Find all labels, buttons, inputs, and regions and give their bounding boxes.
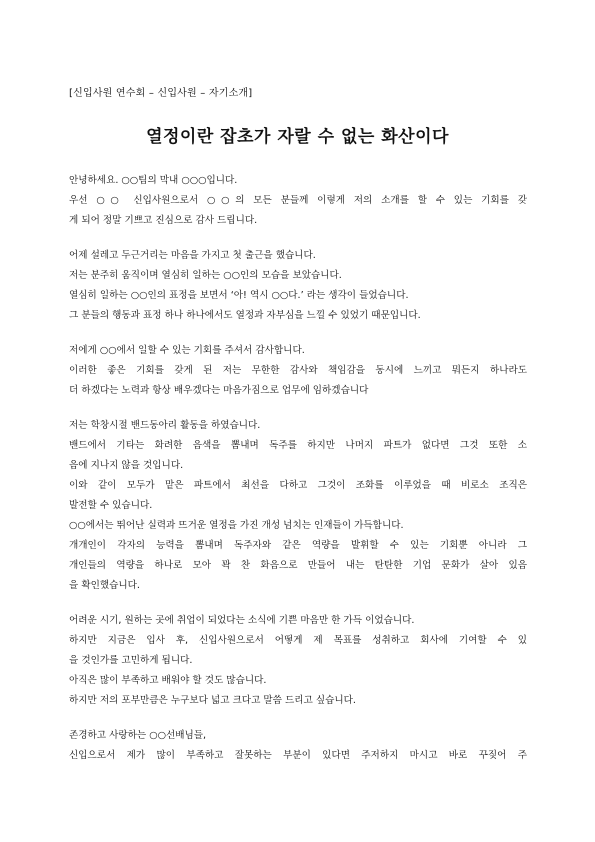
text-line: 아직은 많이 부족하고 배워야 할 것도 많습니다. (69, 675, 267, 686)
text-line: 게 되어 정말 기쁘고 진심으로 감사 드립니다. (69, 215, 258, 226)
paragraph (69, 171, 527, 231)
text-line: 더 하겠다는 노력과 항상 배우겠다는 마음가짐으로 업무에 임하겠습니다 (69, 385, 369, 396)
text-line: 이러한 좋은 기회를 갖게 된 저는 무한한 감사와 책임감을 동시에 느끼고 뭐든지 하나라도 (69, 365, 527, 376)
paragraph (69, 341, 527, 401)
text-line: 열심히 일하는 ○○인의 표정을 보면서 ‘아! 역시 ○○다.’ 라는 생각이 들었습니다. (69, 290, 409, 301)
paragraph-gap (69, 596, 527, 611)
text-line: 안녕하세요. ○○팀의 막내 ○○○입니다. (69, 175, 238, 186)
text-line: 을 확인했습니다. (69, 580, 140, 591)
text-line: 어려운 시기, 원하는 곳에 취업이 되었다는 소식에 기쁜 마음만 한 가득 이었습니다. (69, 615, 415, 626)
text-line: 하지만 지금은 입사 후, 신입사원으로서 어떻게 제 목표를 성취하고 회사에 기여할 수 있 (69, 635, 527, 646)
text-line: 이와 같이 모두가 맡은 파트에서 최선을 다하고 그것이 조화를 이루었을 때 비로소 조직은 (69, 480, 527, 491)
paragraph-gap (69, 711, 527, 726)
text-line: 그 분들의 행동과 표정 하나 하나에서도 열정과 자부심을 느낄 수 있었기 때문입니다. (69, 310, 421, 321)
text-line: ○○에서는 뛰어난 실력과 뜨거운 열정을 가진 개성 넘치는 인재들이 가득합니다. (69, 520, 404, 531)
document-body (69, 171, 527, 766)
text-line: 음에 지나지 않을 것입니다. (69, 460, 184, 471)
paragraph-gap (69, 326, 527, 341)
text-line: 저는 분주히 움직이며 열심히 일하는 ○○인의 모습을 보았습니다. (69, 270, 342, 281)
text-line: 개인들의 역량을 하나로 모아 꽉 찬 화음으로 만들어 내는 탄탄한 기업 문화가 살아 있음 (69, 560, 527, 571)
text-line: 우선 ○○ 신입사원으로서 ○○의 모든 분들께 이렇게 저의 소개를 할 수 있는 기회를 갖 (69, 195, 527, 206)
paragraph (69, 726, 527, 766)
text-line: 개개인이 각자의 능력을 뽐내며 독주자와 같은 역량을 발휘할 수 있는 기회뿐 아니라 그 (69, 540, 527, 551)
text-line: 을 것인가를 고민하게 됩니다. (69, 655, 193, 666)
paragraph (69, 611, 527, 711)
text-line: 신입으로서 제가 많이 부족하고 잘못하는 부분이 있다면 주저하지 마시고 바로 꾸짖어 주 (69, 750, 527, 761)
paragraph-gap (69, 231, 527, 246)
document-header-tag: [신입사원 연수회 – 신입사원 – 자기소개] (69, 88, 253, 99)
text-line: 저는 학창시절 밴드동아리 활동을 하였습니다. (69, 420, 261, 431)
text-line: 어제 설레고 두근거리는 마음을 가지고 첫 출근을 했습니다. (69, 250, 316, 261)
text-line: 발전할 수 있습니다. (69, 500, 153, 511)
text-line: 저에게 ○○에서 일할 수 있는 기회를 주셔서 감사합니다. (69, 345, 305, 356)
paragraph (69, 246, 527, 326)
text-line: 하지만 저의 포부만큼은 누구보다 넓고 크다고 말씀 드리고 싶습니다. (69, 695, 356, 706)
paragraph (69, 416, 527, 596)
document-title: 열정이란 잡초가 자랄 수 없는 화산이다 (146, 127, 449, 147)
text-line: 존경하고 사랑하는 ○○선배님들, (69, 730, 207, 741)
paragraph-gap (69, 401, 527, 416)
text-line: 밴드에서 기타는 화려한 음색을 뽐내며 독주를 하지만 나머지 파트가 없다면 그것 또한 소 (69, 440, 527, 451)
